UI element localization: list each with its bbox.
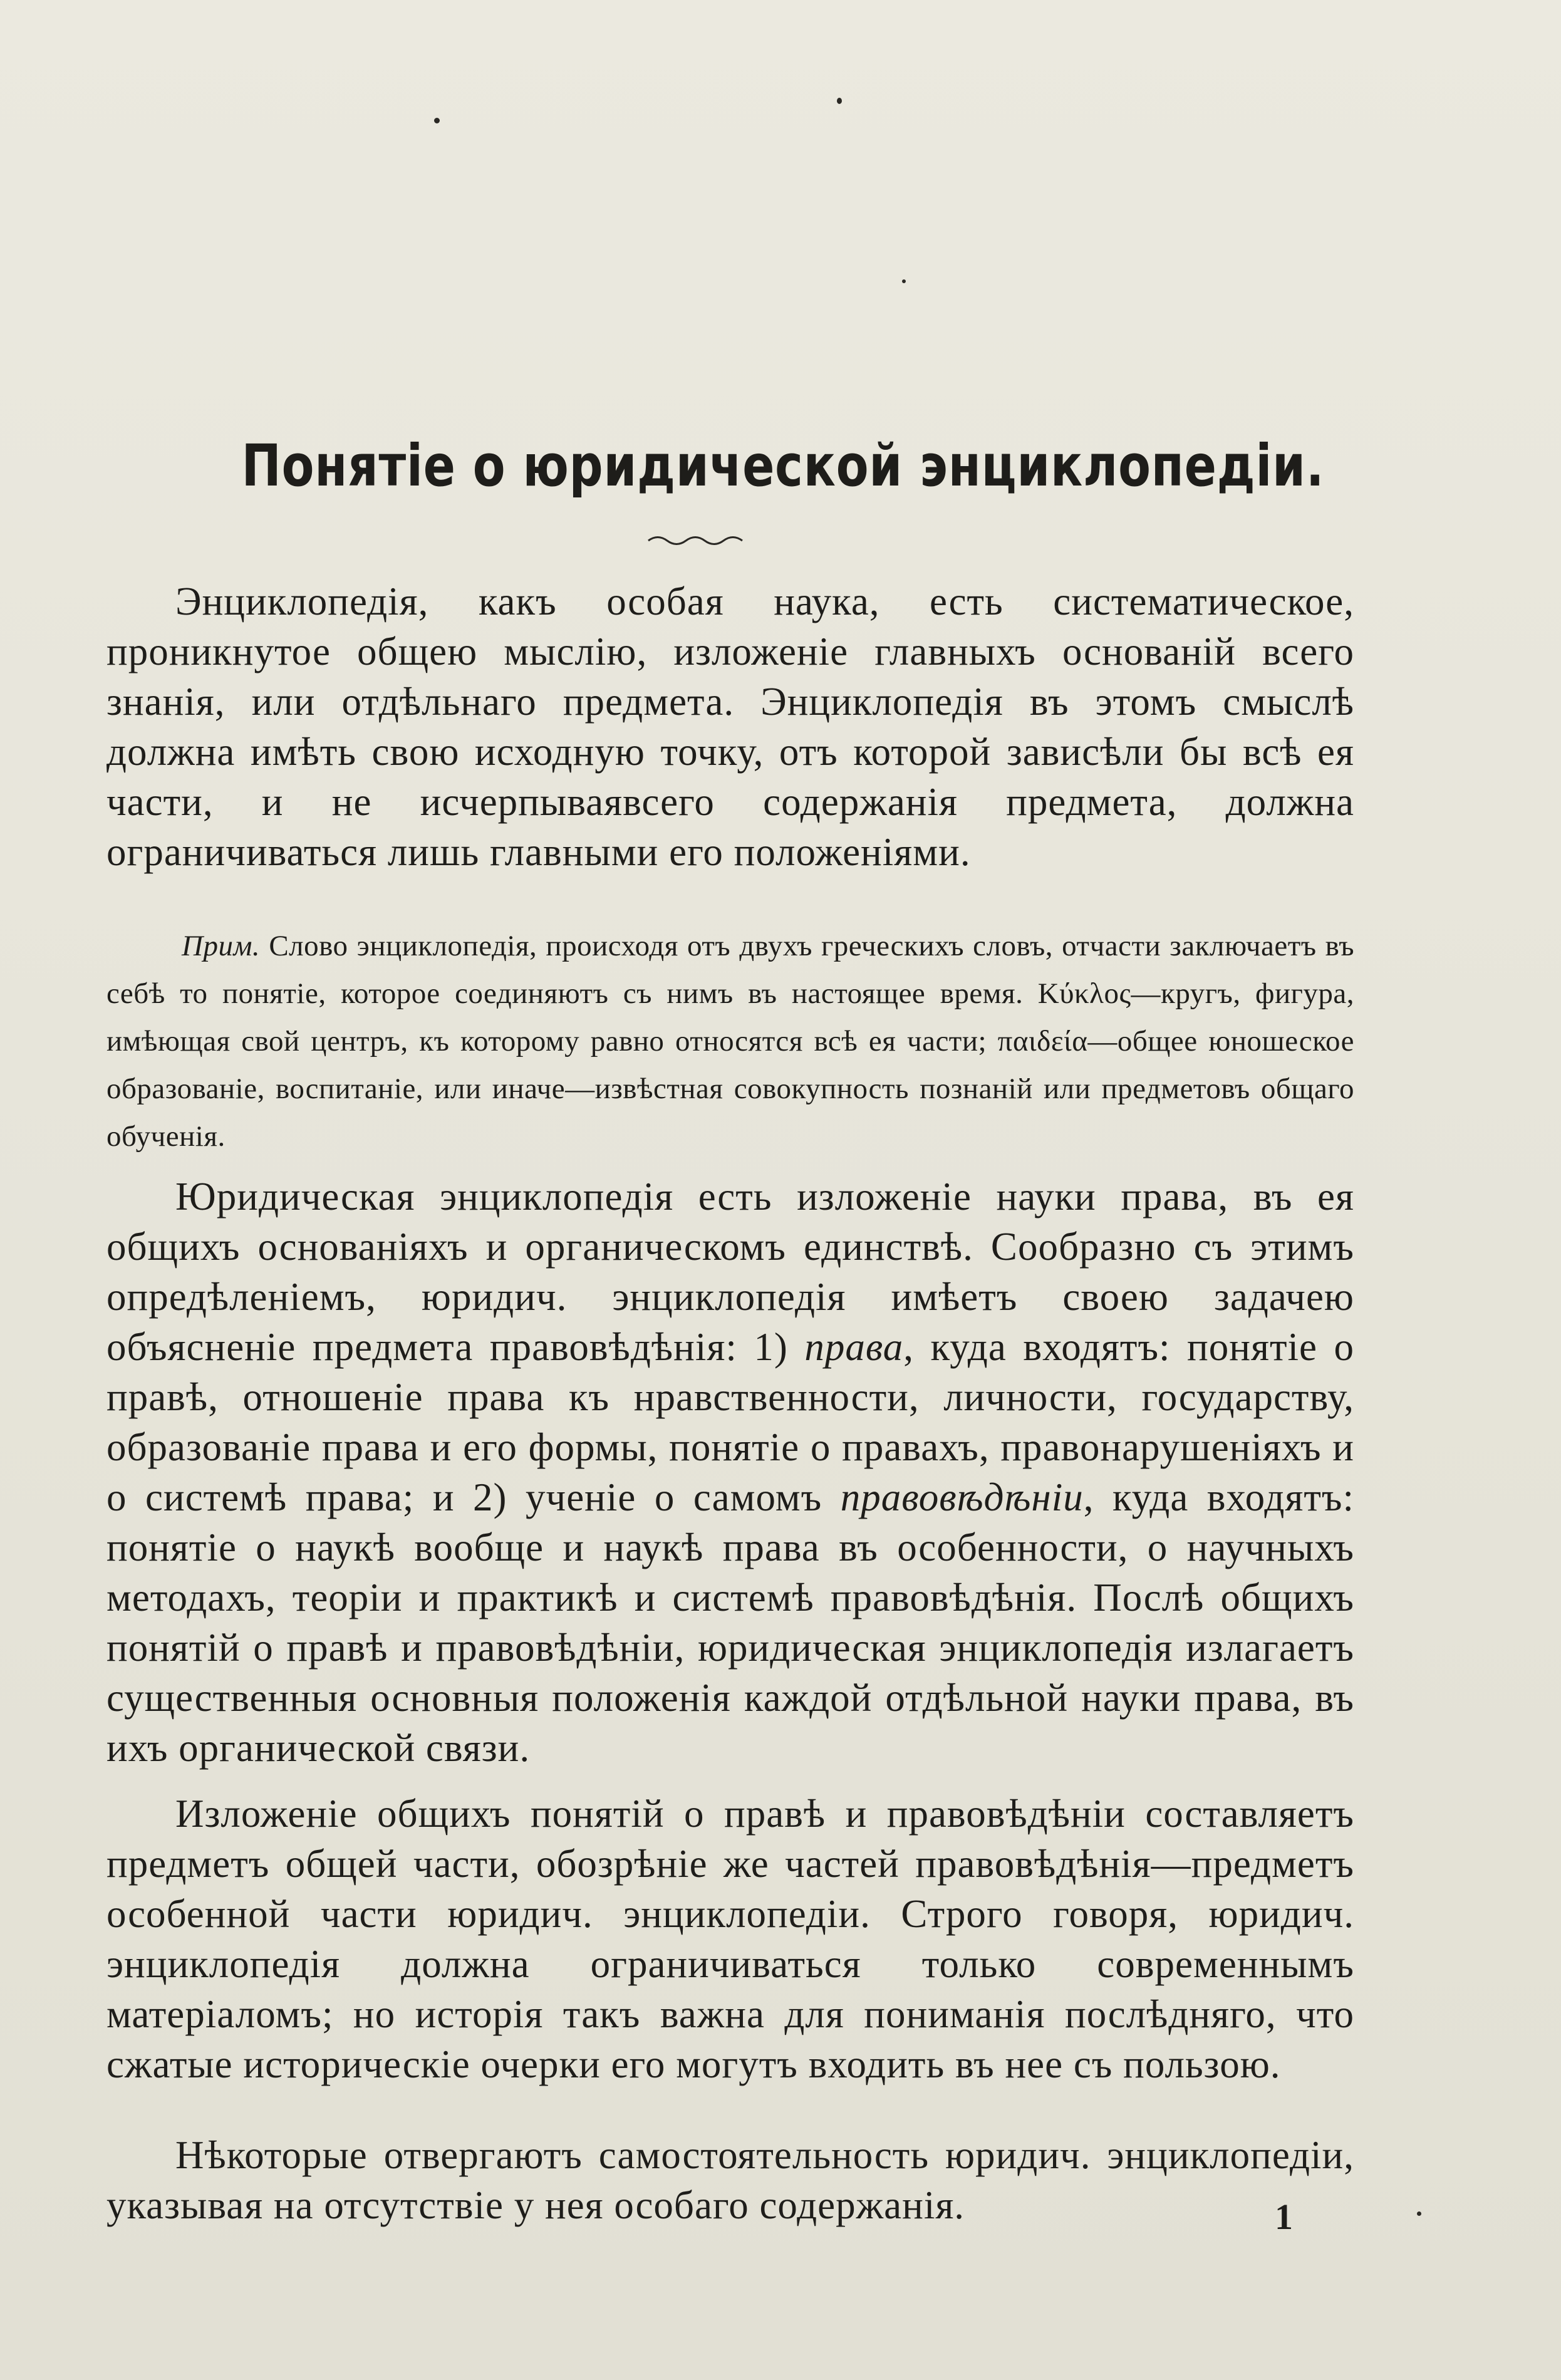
emphasis-rights: права [804,1325,904,1369]
paragraph-definition: Энциклопедія, какъ особая наука, есть систематическое, проникнутое общею мыслію, изложеніе главныхъ основаній всего знанія, или отдѣльнаго предмета. Энциклопедія въ этомъ смыслѣ должна имѣть свою исходную точку, отъ которой зависѣли бы всѣ ея части, и не исчерпываявсего содержанія предмета, должна ограничиваться лишь главными его положеніями. [106,579,1354,874]
paragraph-general-part: Изложеніе общихъ понятій о правѣ и правовѣдѣніи составляетъ предметъ общей части, обозрѣніе же частей правовѣдѣнія—предметъ особенной части юридич. энциклопедіи. Строго говоря, юридич. энциклопедія должна ограничиваться только современнымъ матеріаломъ; но исторія такъ важна для пониманія послѣдняго, что сжатые историческіе очерки его могутъ входить въ нее съ пользою. [106,1792,1354,2086]
paragraph-text: Юридическая энциклопедія есть изложеніе науки права, въ ея общихъ основаніяхъ и органическомъ единствѣ. Сообразно съ этимъ опредѣленіемъ, юридич. энциклопедія имѣетъ своею задачею объясненіе предмета правовѣдѣнія: 1) [106,1175,1354,1369]
footnote-text: Слово энциклопедія, происходя отъ двухъ греческихъ словъ, отчасти заключаетъ въ себѣ то понятіе, которое соединяютъ съ нимъ въ настоящее время. Κύκλος—кругъ, фигура, имѣющая свой центръ, къ которому равно относятся всѣ ея части; παιδεία—общее юношеское образованіе, воспитаніе, или иначе—извѣстная совокупность познаній или предметовъ общаго обученія. [106,930,1354,1153]
footnote-label: Прим. [182,930,261,962]
ink-speck [837,98,842,104]
ink-speck [434,118,440,123]
page-number: 1 [1275,2196,1293,2237]
paragraph-text: , куда входятъ: понятіе о правѣ, отношеніе права къ нравственности, личности, государству, образованіе права и его формы, понятіе о правахъ, правонарушеніяхъ и о системѣ права; и 2) ученіе о самомъ [106,1325,1354,1519]
ink-speck [902,279,906,283]
emphasis-jurisprudence: правовѣдѣніи [840,1475,1084,1519]
title-ornament-icon [645,531,745,550]
paragraph-legal-encyclopedia [106,1172,1354,1773]
paragraph-objections: Нѣкоторые отвергаютъ самостоятельность юридич. энциклопедіи, указывая на отсутствіе у нея особаго содержанія. [106,2133,1354,2227]
ink-speck [1417,2211,1421,2216]
paragraph-text: , куда входятъ: понятіе о наукѣ вообще и наукѣ права въ особенности, о научныхъ методахъ, теоріи и практикѣ и системѣ правовѣдѣнія. Послѣ общихъ понятій о правѣ и правовѣдѣніи, юридическая энциклопедія излагаетъ существенныя основныя положенія каждой отдѣльной науки права, въ ихъ органической связи. [106,1475,1354,1770]
page-title: Понятіе о юридической энциклопедіи. [241,432,1325,499]
footnote [106,922,1354,1160]
